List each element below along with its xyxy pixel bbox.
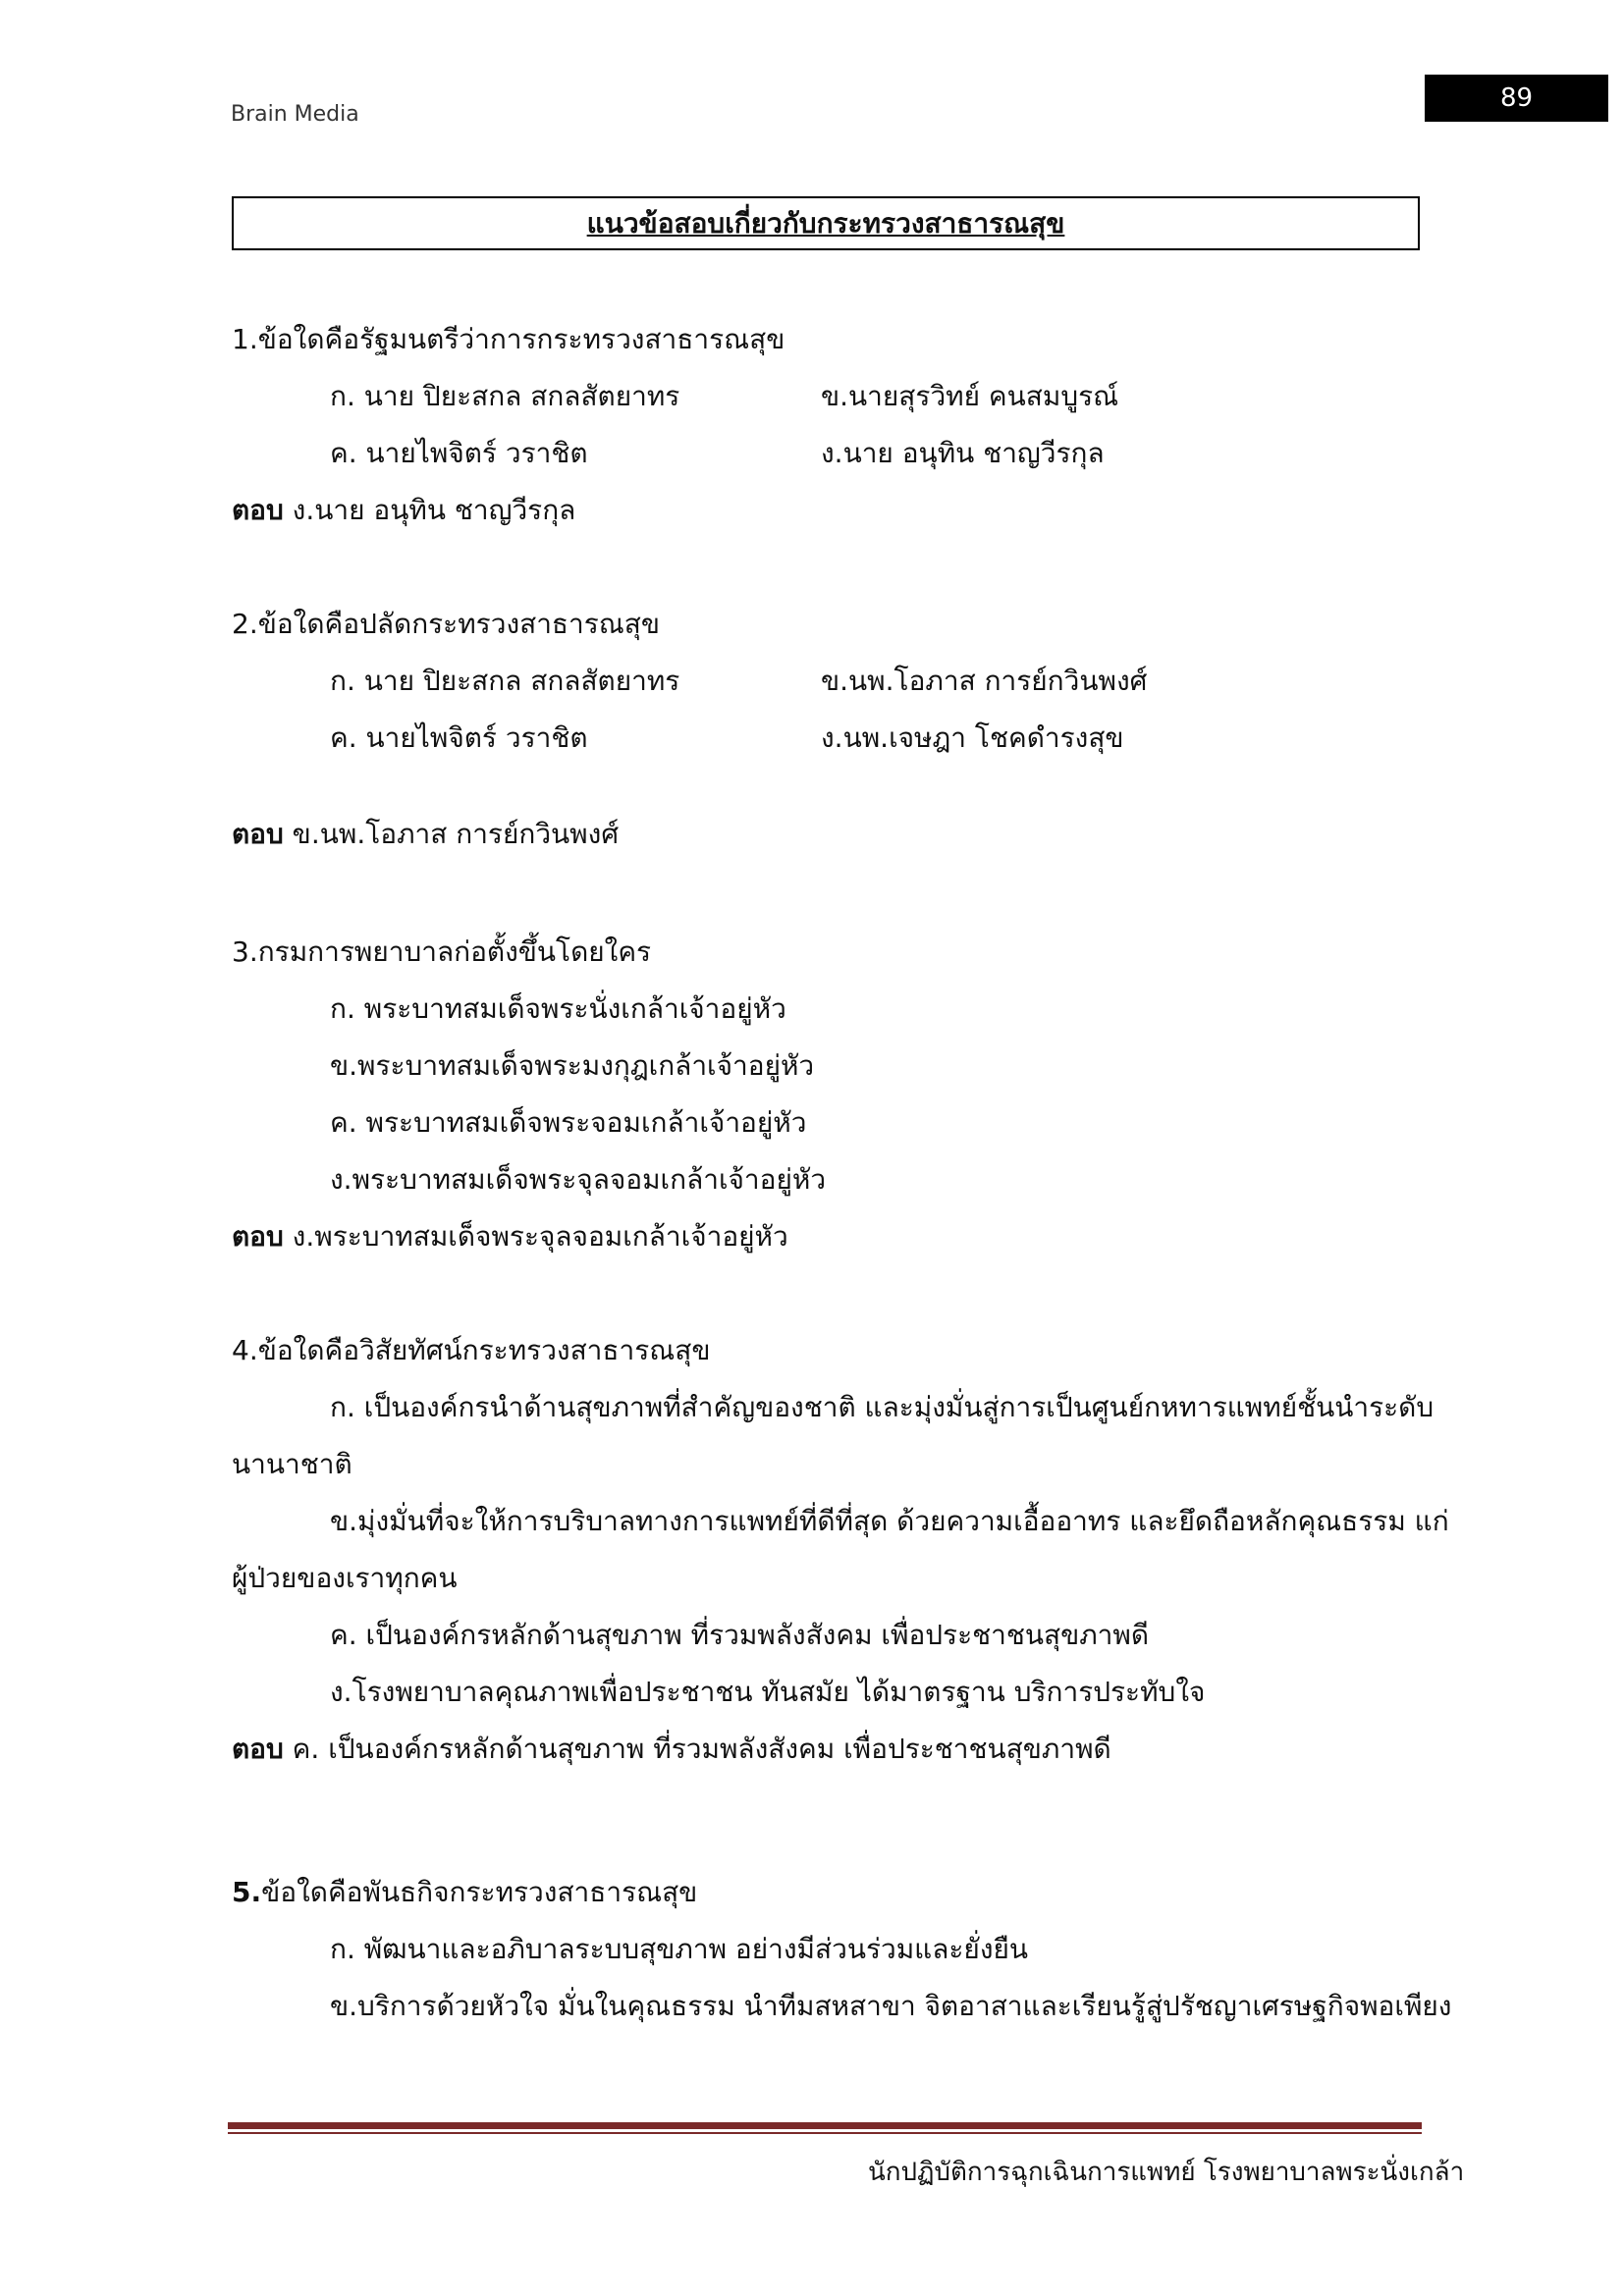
title-box: [232, 196, 1420, 250]
q4-option-a-continued: นานาชาติ: [232, 1448, 352, 1480]
q3-option-d: ง.พระบาทสมเด็จพระจุลจอมเกล้าเจ้าอยู่หัว: [330, 1163, 827, 1196]
q3-option-c: ค. พระบาทสมเด็จพระจอมเกล้าเจ้าอยู่หัว: [330, 1106, 807, 1139]
q4-answer: [232, 1730, 1111, 1769]
footer-rule-thin: [228, 2132, 1422, 2134]
answer-label: ตอบ: [232, 1220, 284, 1253]
page-number-badge: [1425, 75, 1608, 122]
q5-question: [232, 1873, 697, 1912]
q4-option-d: ง.โรงพยาบาลคุณภาพเพื่อประชาชน ทันสมัย ได้มาตรฐาน บริการประทับใจ: [330, 1676, 1206, 1708]
q5-option-b: ข.บริการด้วยหัวใจ มั่นในคุณธรรม นำทีมสหสาขา จิตอาสาและเรียนรู้สู่ปรัชญาเศรษฐกิจพอเพียง: [330, 1990, 1452, 2022]
q4-option-c: ค. เป็นองค์กรหลักด้านสุขภาพ ที่รวมพลังสังคม เพื่อประชาชนสุขภาพดี: [330, 1619, 1150, 1651]
q4-option-b: ข.มุ่งมั่นที่จะให้การบริบาลทางการแพทย์ที่ดีที่สุด ด้วยความเอื้ออาทร และยึดถือหลักคุณธรรม แก่: [330, 1505, 1449, 1537]
q2-answer-text: ข.นพ.โอภาส การย์กวินพงศ์: [283, 818, 620, 850]
answer-label: ตอบ: [232, 494, 284, 526]
q3-question: 3.กรมการพยาบาลก่อตั้งขึ้นโดยใคร: [232, 935, 652, 968]
answer-label: ตอบ: [232, 1733, 284, 1765]
footer-text: นักปฏิบัติการฉุกเฉินการแพทย์ โรงพยาบาลพระนั่งเกล้า: [868, 2158, 1465, 2187]
q2-option-d: ง.นพ.เจษฎา โชคดำรงสุข: [821, 721, 1124, 754]
q2-option-b: ข.นพ.โอภาส การย์กวินพงศ์: [821, 665, 1148, 697]
q4-option-b-continued: ผู้ป่วยของเราทุกคน: [232, 1562, 458, 1594]
q1-option-a: ก. นาย ปิยะสกล สกลสัตยาทร: [330, 380, 680, 412]
q1-option-c: ค. นายไพจิตร์ วราชิต: [330, 437, 588, 469]
q4-answer-text: ค. เป็นองค์กรหลักด้านสุขภาพ ที่รวมพลังสังคม เพื่อประชาชนสุขภาพดี: [283, 1733, 1111, 1765]
q4-question: 4.ข้อใดคือวิสัยทัศน์กระทรวงสาธารณสุข: [232, 1334, 711, 1366]
q3-answer-text: ง.พระบาทสมเด็จพระจุลจอมเกล้าเจ้าอยู่หัว: [283, 1220, 788, 1253]
answer-label: ตอบ: [232, 818, 284, 850]
q2-option-a: ก. นาย ปิยะสกล สกลสัตยาทร: [330, 665, 680, 697]
page-number: 89: [1499, 83, 1534, 113]
q1-option-b: ข.นายสุรวิทย์ คนสมบูรณ์: [821, 380, 1119, 412]
page-title: แนวข้อสอบเกี่ยวกับกระทรวงสาธารณสุข: [586, 206, 1065, 240]
q3-option-b: ข.พระบาทสมเด็จพระมงกุฎเกล้าเจ้าอยู่หัว: [330, 1049, 815, 1082]
q3-answer: [232, 1217, 788, 1256]
q2-answer: [232, 815, 619, 854]
footer-rule: [228, 2122, 1422, 2129]
q1-answer: [232, 491, 575, 530]
q2-option-c: ค. นายไพจิตร์ วราชิต: [330, 721, 588, 754]
q5-question-number: 5.: [232, 1876, 262, 1908]
q5-question-text: ข้อใดคือพันธกิจกระทรวงสาธารณสุข: [261, 1876, 698, 1908]
q1-option-d: ง.นาย อนุทิน ชาญวีรกุล: [821, 437, 1105, 469]
q2-question: 2.ข้อใดคือปลัดกระทรวงสาธารณสุข: [232, 608, 660, 640]
q4-option-a: ก. เป็นองค์กรนำด้านสุขภาพที่สำคัญของชาติ และมุ่งมั่นสู่การเป็นศูนย์กหทารแพทย์ชั้นนำระดับ: [330, 1391, 1435, 1423]
q1-question: 1.ข้อใดคือรัฐมนตรีว่าการกระทรวงสาธารณสุข: [232, 323, 785, 355]
q1-answer-text: ง.นาย อนุทิน ชาญวีรกุล: [283, 494, 576, 526]
q5-option-a: ก. พัฒนาและอภิบาลระบบสุขภาพ อย่างมีส่วนร่วมและยั่งยืน: [330, 1933, 1029, 1965]
publisher-name: Brain Media: [231, 102, 359, 127]
q3-option-a: ก. พระบาทสมเด็จพระนั่งเกล้าเจ้าอยู่หัว: [330, 992, 786, 1025]
